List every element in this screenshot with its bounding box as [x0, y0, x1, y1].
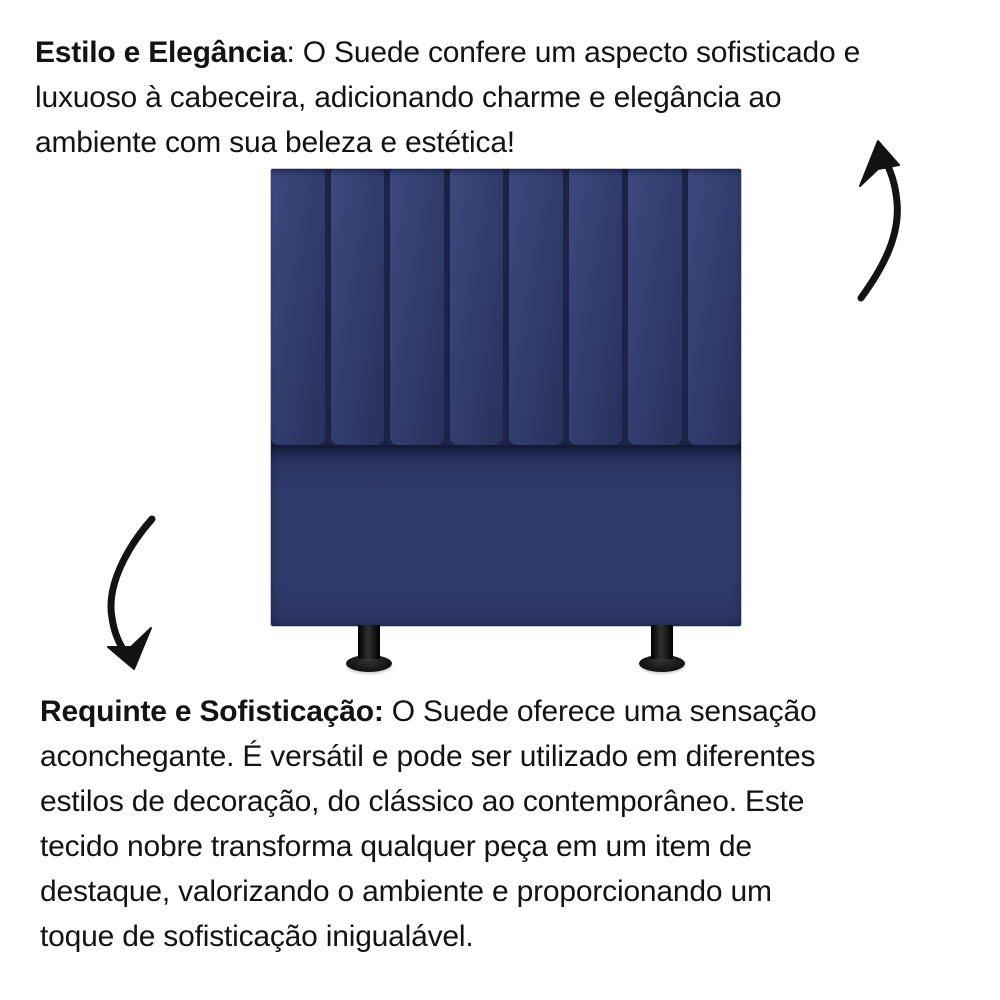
paragraph-text: : O Suede confere um aspecto sofisticado e	[286, 36, 861, 69]
paragraph-line	[35, 30, 860, 75]
paragraph-text: O Suede oferece uma sensação	[383, 695, 817, 728]
paragraph-line: aconchegante. É versátil e pode ser utilizado em diferentes	[40, 740, 816, 773]
top-paragraph	[35, 30, 860, 165]
foot-stem	[358, 625, 380, 659]
headboard-rail	[271, 445, 741, 626]
headboard-panel	[569, 169, 623, 445]
arrow-down-icon	[90, 500, 175, 680]
headboard-panel	[688, 169, 742, 445]
foot-stem	[651, 625, 673, 659]
headboard-panel	[450, 169, 504, 445]
headboard-panel	[390, 169, 444, 445]
product-photo	[271, 169, 741, 689]
paragraph-line: estilos de decoração, do clássico ao contemporâneo. Este	[40, 785, 805, 818]
paragraph-line	[40, 689, 816, 734]
headboard-panels	[271, 169, 741, 445]
headboard-image	[271, 169, 741, 626]
paragraph-line: toque de sofisticação inigualável.	[40, 920, 474, 953]
paragraph-line: ambiente com sua beleza e estética!	[35, 126, 515, 159]
headboard-foot-left	[346, 625, 392, 689]
headboard-panel	[628, 169, 682, 445]
bottom-paragraph	[40, 689, 816, 959]
paragraph-heading: Estilo e Elegância	[35, 36, 287, 69]
headboard-panel	[331, 169, 385, 445]
paragraph-line: tecido nobre transforma qualquer peça em um item de	[40, 830, 752, 863]
paragraph-line: destaque, valorizando o ambiente e proporcionando um	[40, 875, 772, 908]
headboard-panel	[509, 169, 563, 445]
headboard-foot-right	[639, 625, 685, 689]
paragraph-heading: Requinte e Sofisticação:	[40, 695, 384, 728]
paragraph-line: luxuoso à cabeceira, adicionando charme e elegância ao	[35, 81, 782, 114]
headboard-panel	[271, 169, 325, 445]
